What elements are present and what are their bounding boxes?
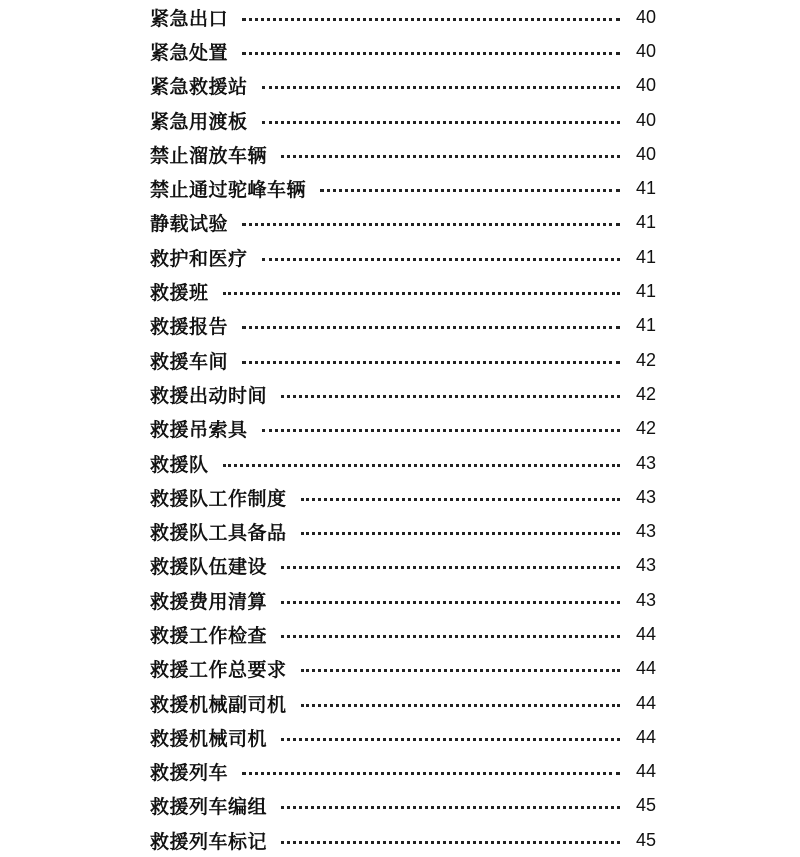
entry-page-number: 40 [635,75,656,96]
entry-page-number: 41 [635,281,656,302]
entry-term: 救援工作检查 [150,624,268,647]
entry-page-number: 41 [635,212,656,233]
index-entry [150,480,656,514]
entry-page-number: 42 [635,418,656,439]
entry-page-number: 44 [635,692,656,713]
index-entry [150,823,656,857]
entry-page-number: 40 [635,109,656,130]
entry-term: 紧急用渡板 [150,110,248,133]
entry-term: 救援出动时间 [150,384,268,407]
dot-leader [262,258,620,261]
entry-page-number: 44 [635,761,656,782]
entry-page-number: 45 [635,829,656,850]
index-list [150,0,656,857]
index-entry [150,377,656,411]
entry-page-number: 41 [635,246,656,267]
index-entry [150,343,656,377]
entry-term: 静载试验 [150,213,229,236]
entry-term: 救护和医疗 [150,247,248,270]
index-entry [150,617,656,651]
entry-page-number: 41 [635,178,656,199]
dot-leader [242,223,620,226]
entry-term: 救援队 [150,453,209,476]
entry-page-number: 41 [635,315,656,336]
entry-page-number: 43 [635,555,656,576]
entry-page-number: 43 [635,589,656,610]
dot-leader [223,292,620,295]
entry-page-number: 44 [635,726,656,747]
dot-leader [281,395,620,398]
index-entry [150,412,656,446]
index-entry [150,0,656,34]
entry-page-number: 42 [635,349,656,370]
dot-leader [262,121,620,124]
dot-leader [320,189,620,192]
entry-page-number: 40 [635,143,656,164]
entry-term: 救援机械副司机 [150,693,287,716]
entry-page-number: 44 [635,623,656,644]
entry-term: 救援费用清算 [150,590,268,613]
index-entry [150,652,656,686]
index-entry [150,686,656,720]
index-entry [150,583,656,617]
entry-term: 禁止溜放车辆 [150,144,268,167]
dot-leader [301,704,620,707]
entry-term: 禁止通过驼峰车辆 [150,179,307,202]
index-entry [150,103,656,137]
entry-term: 救援列车编组 [150,796,268,819]
entry-term: 救援工作总要求 [150,659,287,682]
dot-leader [301,532,620,535]
index-entry [150,34,656,68]
index-entry [150,549,656,583]
index-entry [150,240,656,274]
index-entry [150,137,656,171]
index-entry [150,274,656,308]
entry-page-number: 43 [635,486,656,507]
entry-page-number: 43 [635,452,656,473]
entry-page-number: 44 [635,658,656,679]
index-entry [150,720,656,754]
entry-term: 紧急处置 [150,41,229,64]
entry-term: 救援队工作制度 [150,487,287,510]
dot-leader [301,669,620,672]
dot-leader [281,738,620,741]
dot-leader [242,52,620,55]
entry-term: 紧急出口 [150,7,229,30]
dot-leader [281,806,620,809]
dot-leader [242,326,620,329]
entry-page-number: 40 [635,40,656,61]
entry-term: 救援队工具备品 [150,522,287,545]
dot-leader [281,155,620,158]
dot-leader [262,86,620,89]
dot-leader [223,464,620,467]
index-entry [150,446,656,480]
dot-leader [301,498,620,501]
dot-leader [281,841,620,844]
dot-leader [242,772,620,775]
entry-term: 救援队伍建设 [150,556,268,579]
index-entry [150,789,656,823]
entry-page-number: 40 [635,6,656,27]
index-entry [150,309,656,343]
dot-leader [281,635,620,638]
entry-term: 救援机械司机 [150,727,268,750]
index-entry [150,755,656,789]
index-entry [150,69,656,103]
dot-leader [262,429,620,432]
dot-leader [281,601,620,604]
index-entry [150,171,656,205]
entry-term: 救援列车标记 [150,830,268,853]
entry-term: 救援列车 [150,762,229,785]
entry-term: 救援车间 [150,350,229,373]
dot-leader [242,361,620,364]
entry-term: 紧急救援站 [150,76,248,99]
entry-page-number: 45 [635,795,656,816]
dot-leader [281,566,620,569]
entry-page-number: 42 [635,383,656,404]
dot-leader [242,18,620,21]
entry-term: 救援吊索具 [150,419,248,442]
entry-term: 救援报告 [150,316,229,339]
entry-page-number: 43 [635,521,656,542]
index-entry [150,514,656,548]
index-entry [150,206,656,240]
entry-term: 救援班 [150,282,209,305]
